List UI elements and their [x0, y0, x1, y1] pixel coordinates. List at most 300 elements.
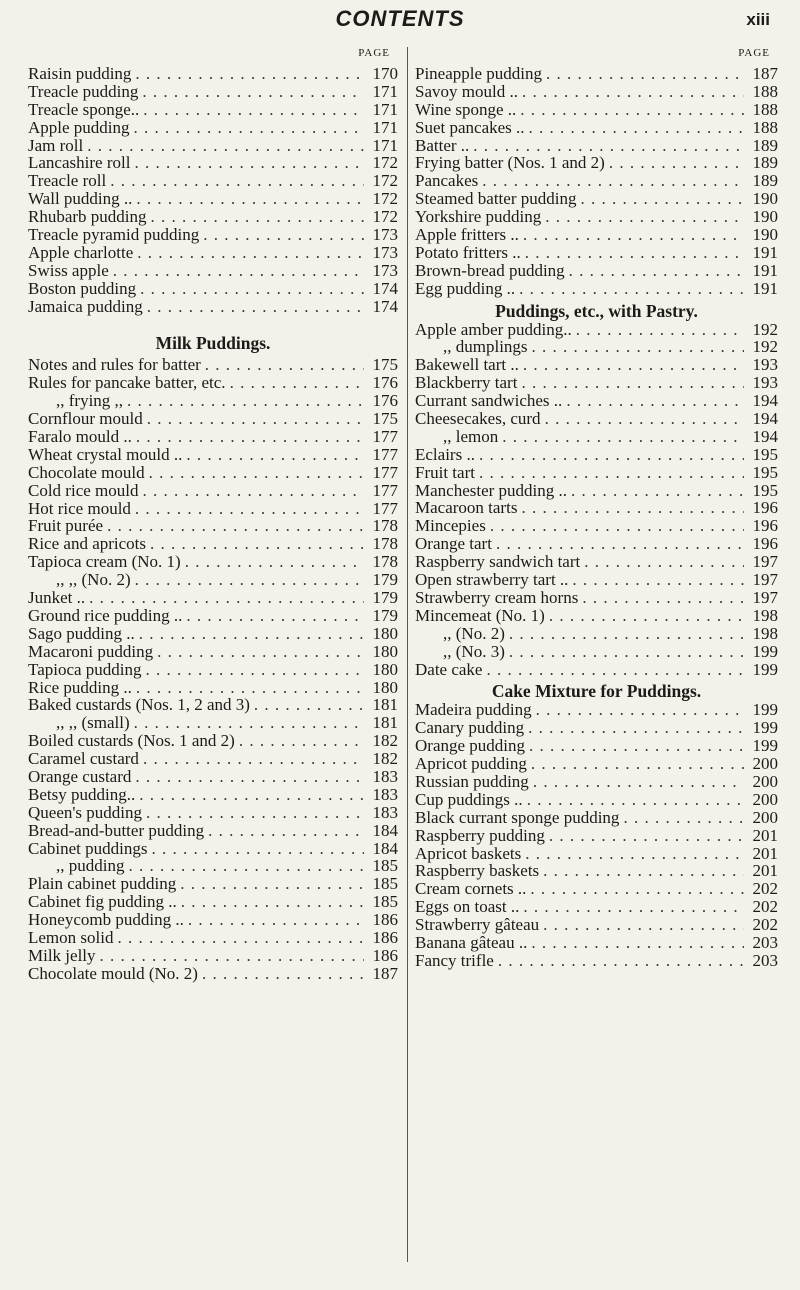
dot-leader	[490, 517, 744, 535]
dot-leader	[528, 719, 744, 737]
dot-leader	[502, 428, 744, 446]
entry-page-number: 185	[372, 892, 398, 912]
entry-title: ,, dumplings	[443, 337, 528, 357]
entry-page-number: 194	[752, 391, 778, 411]
toc-entry	[415, 773, 778, 791]
toc-entry	[415, 101, 778, 119]
toc-entry	[415, 374, 778, 392]
dot-leader	[146, 804, 364, 822]
page-title: CONTENTS	[335, 6, 465, 31]
entry-page-number: 201	[752, 861, 778, 881]
dot-leader	[134, 119, 364, 137]
dot-leader	[151, 208, 364, 226]
entry-title: Treacle roll	[28, 171, 107, 191]
entry-page-number: 198	[752, 605, 778, 625]
entry-title: Honeycomb pudding ..	[28, 910, 184, 930]
entry-page-number: 197	[752, 587, 778, 607]
entry-title: Black currant sponge pudding	[415, 807, 620, 827]
entry-title: Caramel custard	[28, 749, 139, 769]
toc-entry	[28, 65, 398, 83]
entry-title: Cabinet fig pudding ..	[28, 892, 177, 912]
entry-title: Egg pudding ..	[415, 278, 516, 298]
dot-leader	[576, 321, 744, 339]
entry-title: ,, lemon	[443, 426, 499, 446]
dot-leader	[208, 822, 364, 840]
entry-page-number: 190	[752, 189, 778, 209]
entry-page-number: 180	[372, 641, 398, 661]
entry-page-number: 178	[372, 552, 398, 572]
toc-entry	[28, 679, 398, 697]
page-header	[0, 6, 800, 36]
toc-entry	[415, 482, 778, 500]
entry-title: Tapioca pudding	[28, 659, 142, 679]
toc-entry	[415, 410, 778, 428]
entry-title: Raspberry baskets	[415, 861, 540, 881]
toc-entry	[28, 262, 398, 280]
dot-leader	[486, 661, 744, 679]
dot-leader	[609, 154, 744, 172]
toc-entry	[28, 500, 398, 518]
toc-entry	[415, 791, 778, 809]
entry-title: Ground rice pudding ..	[28, 605, 183, 625]
toc-entry	[28, 911, 398, 929]
entry-page-number: 173	[372, 242, 398, 262]
dot-leader	[529, 737, 744, 755]
entry-page-number: 171	[372, 99, 398, 119]
toc-entry	[415, 65, 778, 83]
entry-page-number: 190	[752, 225, 778, 245]
entry-title: Canary pudding	[415, 718, 525, 738]
entry-title: Raspberry pudding	[415, 825, 545, 845]
dot-leader	[496, 535, 744, 553]
entry-title: Hot rice mould	[28, 498, 131, 518]
entry-page-number: 175	[372, 355, 398, 375]
entry-title: Banana gâteau ..	[415, 932, 528, 952]
page-number: xiii	[746, 10, 770, 29]
entry-title: ,, ,, (small)	[56, 713, 130, 733]
entry-page-number: 181	[372, 695, 398, 715]
toc-entry	[28, 804, 398, 822]
dot-leader	[571, 482, 744, 500]
entry-title: Wall pudding ..	[28, 189, 133, 209]
entry-title: Chocolate mould	[28, 462, 145, 482]
dot-leader	[509, 643, 744, 661]
entry-title: Sago pudding ..	[28, 623, 135, 643]
dot-leader	[521, 499, 744, 517]
entry-page-number: 193	[752, 373, 778, 393]
toc-entry	[415, 952, 778, 970]
entry-title: ,, (No. 3)	[443, 641, 505, 661]
dot-leader	[135, 500, 364, 518]
dot-leader	[143, 101, 364, 119]
toc-entry	[28, 172, 398, 190]
entry-list	[415, 321, 778, 679]
dot-leader	[529, 119, 744, 137]
toc-entry	[415, 392, 778, 410]
entry-title: Treacle pyramid pudding	[28, 225, 200, 245]
dot-leader	[543, 862, 744, 880]
toc-entry	[415, 464, 778, 482]
entry-page-number: 186	[372, 910, 398, 930]
dot-leader	[139, 786, 364, 804]
entry-page-number: 203	[752, 950, 778, 970]
dot-leader	[134, 714, 364, 732]
entry-page-number: 192	[752, 337, 778, 357]
entry-list	[415, 701, 778, 969]
entry-title: Manchester pudding ..	[415, 480, 568, 500]
toc-entry	[28, 875, 398, 893]
toc-entry	[415, 172, 778, 190]
dot-leader	[149, 464, 364, 482]
entry-title: Bread-and-butter pudding	[28, 820, 205, 840]
toc-entry	[415, 428, 778, 446]
section-heading-pastry: Puddings, etc., with Pastry.	[495, 300, 698, 321]
toc-entry	[28, 154, 398, 172]
toc-entry	[415, 535, 778, 553]
entry-list	[28, 356, 398, 982]
dot-leader	[521, 374, 744, 392]
dot-leader	[473, 137, 744, 155]
entry-page-number: 191	[752, 278, 778, 298]
entry-page-number: 195	[752, 480, 778, 500]
toc-entry	[28, 857, 398, 875]
entry-page-number: 177	[372, 427, 398, 447]
toc-entry	[415, 553, 778, 571]
dot-leader	[186, 607, 364, 625]
entry-page-number: 202	[752, 897, 778, 917]
entry-page-number: 192	[752, 319, 778, 339]
entry-page-number: 177	[372, 462, 398, 482]
toc-entry	[28, 83, 398, 101]
dot-leader	[137, 244, 364, 262]
toc-entry	[28, 392, 398, 410]
entry-page-number: 198	[752, 623, 778, 643]
entry-title: Plain cabinet pudding	[28, 874, 177, 894]
entry-title: Frying batter (Nos. 1 and 2)	[415, 153, 605, 173]
dot-leader	[523, 898, 744, 916]
dot-leader	[147, 410, 364, 428]
entry-title: ,, frying ,,	[56, 391, 124, 411]
entry-page-number: 196	[752, 534, 778, 554]
entry-title: ,, ,, (No. 2)	[56, 570, 131, 590]
entry-title: Madeira pudding	[415, 700, 532, 720]
entry-title: Fancy trifle	[415, 950, 494, 970]
toc-entry	[415, 607, 778, 625]
entry-page-number: 190	[752, 207, 778, 227]
toc-entry	[415, 517, 778, 535]
dot-leader	[545, 410, 744, 428]
entry-title: Steamed batter pudding	[415, 189, 577, 209]
entry-list	[28, 65, 398, 315]
dot-leader	[188, 911, 364, 929]
entry-title: Batter ..	[415, 135, 470, 155]
entry-page-number: 196	[752, 516, 778, 536]
entry-page-number: 196	[752, 498, 778, 518]
entry-title: Apple charlotte	[28, 242, 134, 262]
entry-title: Swiss apple	[28, 260, 109, 280]
toc-entry	[415, 916, 778, 934]
toc-entry	[28, 119, 398, 137]
entry-title: Orange pudding	[415, 736, 526, 756]
toc-entry	[415, 701, 778, 719]
dot-leader	[151, 840, 364, 858]
entry-page-number: 171	[372, 135, 398, 155]
dot-leader	[572, 571, 744, 589]
dot-leader	[533, 773, 744, 791]
dot-leader	[143, 750, 364, 768]
toc-entry	[28, 661, 398, 679]
entry-page-number: 171	[372, 81, 398, 101]
toc-entry	[415, 226, 778, 244]
dot-leader	[150, 535, 364, 553]
page-column-label: PAGE	[358, 47, 390, 59]
dot-leader	[530, 880, 744, 898]
entry-title: Chocolate mould (No. 2)	[28, 963, 198, 983]
dot-leader	[127, 392, 364, 410]
toc-entry	[415, 119, 778, 137]
toc-entry	[28, 280, 398, 298]
entry-page-number: 186	[372, 927, 398, 947]
entry-title: Jam roll	[28, 135, 84, 155]
entry-title: Cabinet puddings	[28, 838, 148, 858]
dot-leader	[100, 947, 364, 965]
entry-title: Eggs on toast ..	[415, 897, 520, 917]
dot-leader	[525, 845, 744, 863]
entry-title: Date cake	[415, 659, 483, 679]
entry-title: Milk jelly	[28, 945, 96, 965]
entry-page-number: 172	[372, 171, 398, 191]
dot-leader	[527, 791, 744, 809]
dot-leader	[522, 83, 744, 101]
entry-title: Potato fritters ..	[415, 242, 521, 262]
dot-leader	[136, 190, 364, 208]
left-column	[28, 47, 398, 983]
toc-entry	[415, 934, 778, 952]
entry-title: Orange custard	[28, 766, 132, 786]
dot-leader	[157, 643, 364, 661]
entry-title: Cold rice mould	[28, 480, 139, 500]
toc-entry	[28, 893, 398, 911]
entry-page-number: 177	[372, 480, 398, 500]
entry-title: Fruit purée	[28, 516, 104, 536]
entry-title: Suet pancakes ..	[415, 117, 525, 137]
toc-entry	[28, 929, 398, 947]
toc-entry	[28, 517, 398, 535]
toc-entry	[28, 101, 398, 119]
toc-entry	[28, 732, 398, 750]
toc-entry	[28, 840, 398, 858]
dot-leader	[205, 356, 364, 374]
dot-leader	[531, 934, 744, 952]
entry-page-number: 174	[372, 296, 398, 316]
toc-entry	[415, 898, 778, 916]
dot-leader	[580, 190, 744, 208]
dot-leader	[135, 768, 364, 786]
dot-leader	[536, 701, 744, 719]
section-heading-milk-puddings: Milk Puddings.	[155, 333, 271, 354]
page-column-label: PAGE	[738, 47, 770, 59]
entry-title: ,, (No. 2)	[443, 623, 505, 643]
entry-page-number: 199	[752, 659, 778, 679]
toc-entry	[415, 661, 778, 679]
entry-title: ,, pudding	[56, 856, 125, 876]
entry-title: Open strawberry tart ..	[415, 570, 569, 590]
dot-leader	[532, 338, 744, 356]
entry-page-number: 172	[372, 153, 398, 173]
dot-leader	[520, 101, 744, 119]
toc-entry	[415, 845, 778, 863]
dot-leader	[180, 875, 364, 893]
entry-page-number: 172	[372, 189, 398, 209]
dot-leader	[531, 755, 744, 773]
entry-title: Junket ..	[28, 588, 86, 608]
dot-leader	[136, 428, 364, 446]
entry-title: Pancakes	[415, 171, 479, 191]
entry-title: Tapioca cream (No. 1)	[28, 552, 181, 572]
entry-title: Wheat crystal mould ..	[28, 444, 183, 464]
entry-title: Lancashire roll	[28, 153, 131, 173]
entry-page-number: 184	[372, 838, 398, 858]
dot-leader	[523, 226, 744, 244]
entry-page-number: 203	[752, 932, 778, 952]
entry-page-number: 195	[752, 444, 778, 464]
entry-page-number: 176	[372, 391, 398, 411]
entry-page-number: 182	[372, 749, 398, 769]
dot-leader	[87, 137, 364, 155]
entry-page-number: 187	[372, 963, 398, 983]
toc-entry	[28, 226, 398, 244]
dot-leader	[142, 83, 364, 101]
entry-title: Pineapple pudding	[415, 64, 543, 83]
entry-title: Apple fritters ..	[415, 225, 519, 245]
entry-page-number: 200	[752, 754, 778, 774]
entry-page-number: 171	[372, 117, 398, 137]
entry-page-number: 173	[372, 260, 398, 280]
toc-entry	[415, 190, 778, 208]
dot-leader	[146, 661, 364, 679]
toc-entry	[28, 750, 398, 768]
dot-leader	[479, 446, 744, 464]
entry-page-number: 172	[372, 207, 398, 227]
dot-leader	[203, 226, 364, 244]
entry-page-number: 199	[752, 700, 778, 720]
entry-title: Mincemeat (No. 1)	[415, 605, 545, 625]
entry-page-number: 179	[372, 605, 398, 625]
entry-page-number: 180	[372, 677, 398, 697]
toc-entry	[415, 880, 778, 898]
toc-entry	[28, 374, 398, 392]
entry-page-number: 180	[372, 659, 398, 679]
entry-title: Bakewell tart ..	[415, 355, 519, 375]
toc-entry	[28, 356, 398, 374]
entry-title: Brown-bread pudding	[415, 260, 565, 280]
entry-page-number: 183	[372, 766, 398, 786]
entry-title: Baked custards (Nos. 1, 2 and 3)	[28, 695, 250, 715]
dot-leader	[230, 374, 364, 392]
toc-entry	[415, 338, 778, 356]
dot-leader	[139, 625, 364, 643]
dot-leader	[202, 965, 364, 983]
dot-leader	[89, 589, 364, 607]
toc-entry	[28, 482, 398, 500]
entry-title: Macaroni pudding	[28, 641, 154, 661]
toc-entry	[415, 280, 778, 298]
entry-title: Eclairs ..	[415, 444, 475, 464]
entry-title: Queen's pudding	[28, 802, 143, 822]
dot-leader	[135, 571, 364, 589]
entry-page-number: 199	[752, 736, 778, 756]
entry-page-number: 181	[372, 713, 398, 733]
dot-leader	[185, 553, 364, 571]
dot-leader	[136, 679, 364, 697]
entry-title: Jamaica pudding	[28, 296, 143, 316]
toc-entry	[28, 137, 398, 155]
entry-page-number: 201	[752, 843, 778, 863]
dot-leader	[566, 392, 744, 410]
toc-entry	[28, 428, 398, 446]
entry-page-number: 189	[752, 135, 778, 155]
toc-entry	[415, 862, 778, 880]
right-column	[407, 47, 778, 1262]
entry-page-number: 197	[752, 570, 778, 590]
entry-page-number: 177	[372, 444, 398, 464]
dot-leader	[549, 607, 744, 625]
toc-entry	[415, 809, 778, 827]
dot-leader	[134, 154, 364, 172]
dot-leader	[498, 952, 744, 970]
toc-entry	[28, 607, 398, 625]
dot-leader	[549, 827, 744, 845]
entry-page-number: 189	[752, 153, 778, 173]
toc-entry	[415, 589, 778, 607]
entry-page-number: 200	[752, 789, 778, 809]
entry-page-number: 200	[752, 807, 778, 827]
entry-page-number: 176	[372, 373, 398, 393]
entry-page-number: 178	[372, 534, 398, 554]
toc-entry	[28, 589, 398, 607]
dot-leader	[545, 208, 744, 226]
toc-entry	[28, 947, 398, 965]
entry-page-number: 202	[752, 915, 778, 935]
toc-entry	[415, 625, 778, 643]
entry-page-number: 186	[372, 945, 398, 965]
entry-title: Rules for pancake batter, etc.	[28, 373, 226, 393]
entry-title: Apricot pudding	[415, 754, 527, 774]
entry-title: Cream cornets ..	[415, 879, 527, 899]
toc-entry	[28, 714, 398, 732]
entry-title: Boston pudding	[28, 278, 137, 298]
entry-page-number: 174	[372, 278, 398, 298]
dot-leader	[479, 464, 744, 482]
entry-title: Russian pudding	[415, 771, 529, 791]
entry-title: Apple amber pudding..	[415, 319, 572, 339]
entry-title: Betsy pudding..	[28, 784, 136, 804]
toc-entry	[28, 535, 398, 553]
entry-title: Currant sandwiches ..	[415, 391, 563, 411]
dot-leader	[546, 65, 744, 83]
dot-leader	[135, 65, 364, 83]
toc-entry	[415, 755, 778, 773]
entry-page-number: 188	[752, 117, 778, 137]
entry-page-number: 199	[752, 641, 778, 661]
entry-title: Rice pudding ..	[28, 677, 132, 697]
dot-leader	[523, 356, 744, 374]
dot-leader	[107, 517, 364, 535]
toc-entry	[415, 244, 778, 262]
entry-page-number: 197	[752, 552, 778, 572]
dot-leader	[543, 916, 744, 934]
entry-title: Mincepies	[415, 516, 486, 536]
